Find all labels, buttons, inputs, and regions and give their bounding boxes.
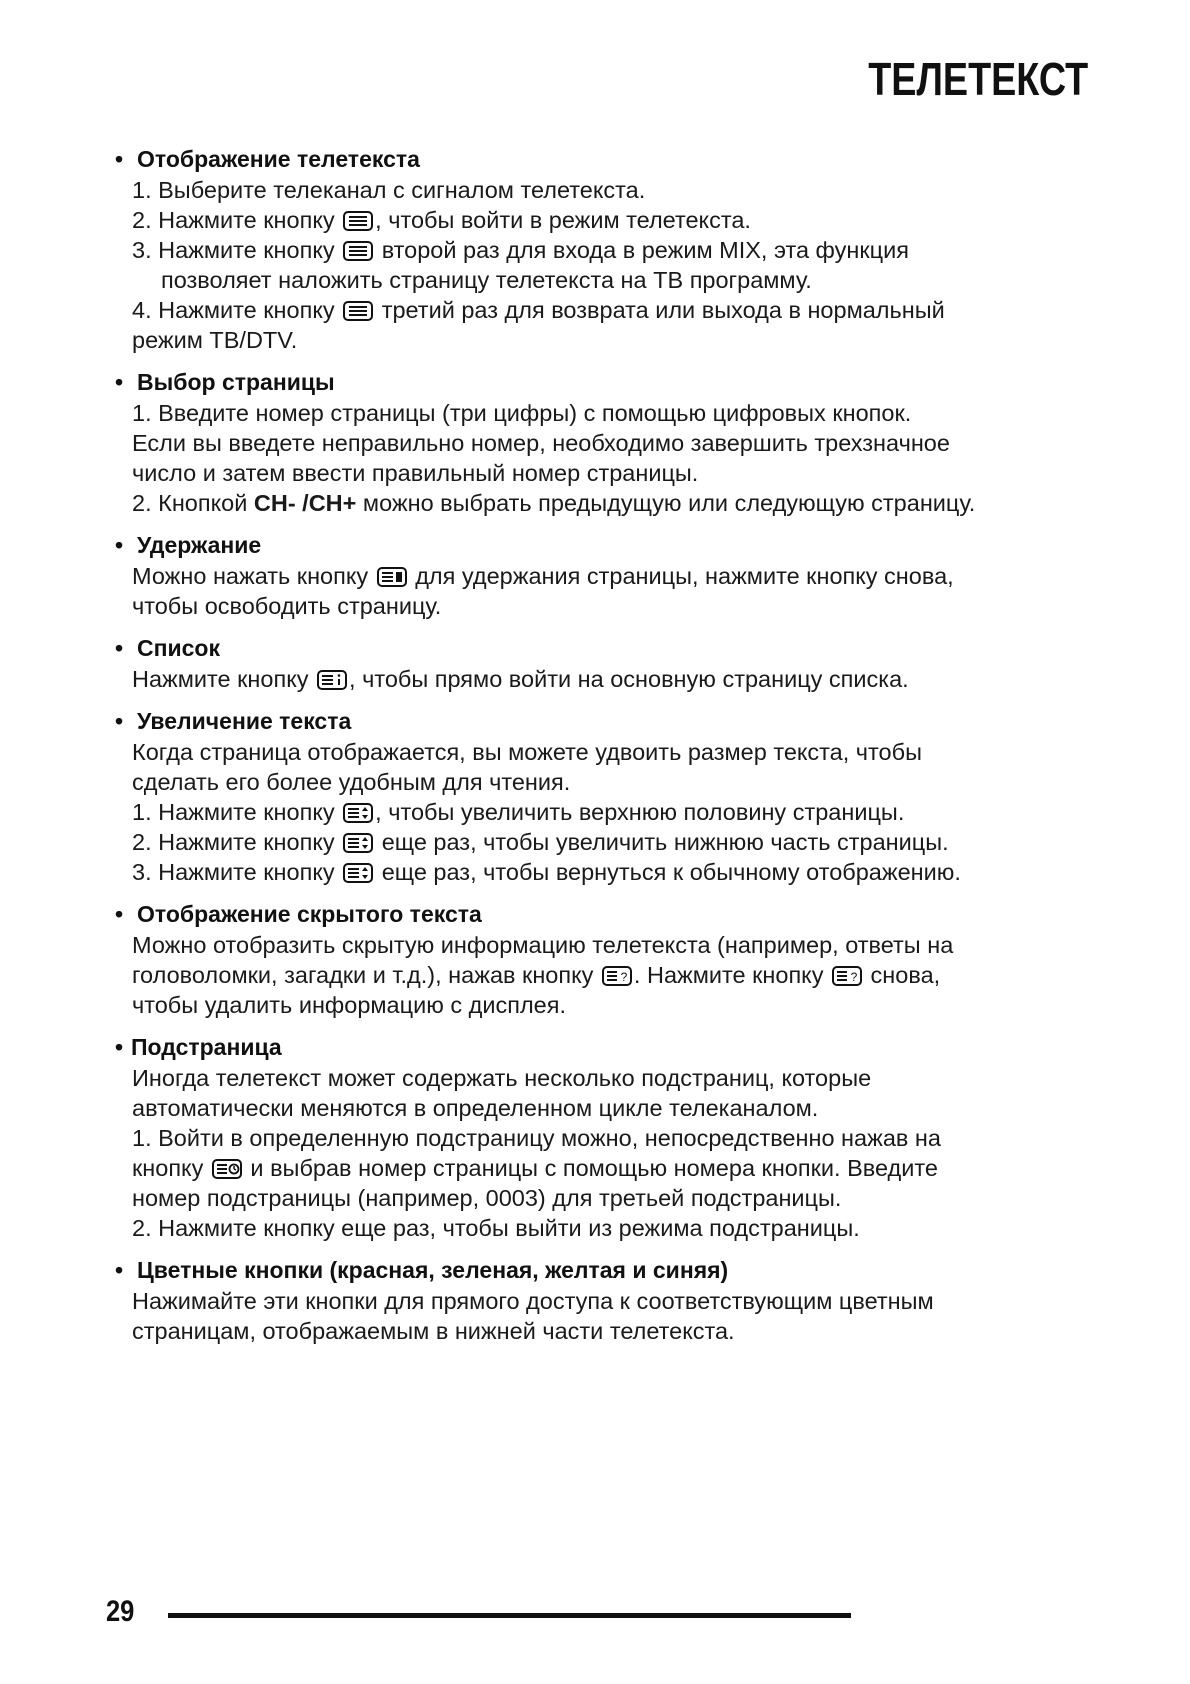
text-line: Нажмите кнопку , чтобы прямо войти на основную страницу списка.	[132, 666, 909, 692]
text-line: номер подстраницы (например, 0003) для третьей подстраницы.	[132, 1185, 842, 1211]
page-title: ТЕЛЕТЕКСТ	[868, 53, 1088, 105]
index-icon	[317, 670, 347, 690]
section-hold	[115, 530, 1095, 621]
channel-keys-label: CH- /CH+	[253, 490, 357, 516]
footer-rule	[168, 1613, 851, 1618]
text-line: 1. Выберите телеканал с сигналом телетекста.	[132, 177, 646, 203]
section-heading: • Увеличение текста	[115, 708, 352, 734]
text-line: 3. Нажмите кнопку второй раз для входа в режим MIX, эта функция	[132, 237, 909, 263]
text-line: Нажимайте эти кнопки для прямого доступа к соответствующим цветным	[132, 1288, 934, 1314]
text-line: кнопку и выбрав номер страницы с помощью номера кнопки. Введите	[132, 1155, 938, 1181]
text-line: 1. Нажмите кнопку , чтобы увеличить верхнюю половину страницы.	[132, 799, 905, 825]
text-line: чтобы освободить страницу.	[132, 593, 442, 619]
page-number: 29	[106, 1595, 135, 1628]
content	[115, 144, 1095, 1358]
section-heading: • Выбор страницы	[115, 369, 335, 395]
text-line: Когда страница отображается, вы можете удвоить размер текста, чтобы	[132, 739, 922, 765]
text-line: позволяет наложить страницу телетекста на ТВ программу.	[161, 267, 812, 293]
text-line: 3. Нажмите кнопку еще раз, чтобы вернуться к обычному отображению.	[132, 859, 961, 885]
text-line: 4. Нажмите кнопку третий раз для возврата или выхода в нормальный	[132, 297, 945, 323]
size-icon	[343, 863, 373, 883]
size-icon	[343, 803, 373, 823]
text-line: 2. Нажмите кнопку еще раз, чтобы увеличить нижнюю часть страницы.	[132, 829, 949, 855]
text-line: Иногда телетекст может содержать несколько подстраниц, которые	[132, 1065, 872, 1091]
svg-text:?: ?	[620, 970, 628, 984]
teletext-icon	[343, 211, 373, 231]
teletext-icon	[343, 241, 373, 261]
text-line: страницам, отображаемым в нижней части телетекста.	[132, 1318, 735, 1344]
text-line: 1. Введите номер страницы (три цифры) с помощью цифровых кнопок.	[132, 400, 912, 426]
section-heading: • Отображение скрытого текста	[115, 901, 482, 927]
text-line: Можно нажать кнопку для удержания страницы, нажмите кнопку снова,	[132, 563, 954, 589]
section-heading: • Отображение телетекста	[115, 144, 1095, 175]
text-line: головоломки, загадки и т.д.), нажав кнопку ? . Нажмите кнопку ? снова,	[132, 962, 941, 988]
reveal-icon	[832, 966, 862, 986]
section-zoom	[115, 706, 1095, 887]
text-line: Можно отобразить скрытую информацию телетекста (например, ответы на	[132, 932, 954, 958]
text-line: 2. Кнопкой CH- /CH+ можно выбрать предыдущую или следующую страницу.	[132, 490, 976, 516]
section-subpage	[115, 1032, 1095, 1243]
text-line: чтобы удалить информацию с дисплея.	[132, 992, 566, 1018]
section-list	[115, 633, 1095, 694]
text-line: 2. Нажмите кнопку , чтобы войти в режим телетекста.	[132, 207, 751, 233]
bullet: •	[115, 146, 124, 172]
text-line: автоматически меняются в определенном цикле телеканалом.	[132, 1095, 819, 1121]
text-line: 2. Нажмите кнопку еще раз, чтобы выйти из режима подстраницы.	[132, 1215, 860, 1241]
teletext-icon	[343, 301, 373, 321]
text-line: число и затем ввести правильный номер страницы.	[132, 460, 699, 486]
section-heading: • Цветные кнопки (красная, зеленая, желтая и синяя)	[115, 1257, 729, 1283]
text-line: 1. Войти в определенную подстраницу можно, непосредственно нажав на	[132, 1125, 941, 1151]
size-icon	[343, 833, 373, 853]
subpage-icon	[212, 1159, 242, 1179]
section-display	[115, 144, 1095, 355]
section-heading: • Подстраница	[115, 1034, 282, 1060]
text-line: сделать его более удобным для чтения.	[132, 769, 571, 795]
section-color-buttons	[115, 1255, 1095, 1346]
section-reveal	[115, 899, 1095, 1020]
reveal-icon	[602, 966, 632, 986]
svg-text:?: ?	[850, 970, 858, 984]
section-heading: • Список	[115, 635, 220, 661]
section-page-select	[115, 367, 1095, 518]
text-line: режим ТВ/DTV.	[132, 327, 298, 353]
hold-icon	[377, 567, 407, 587]
section-heading: • Удержание	[115, 532, 262, 558]
text-line: Если вы введете неправильно номер, необходимо завершить трехзначное	[132, 430, 950, 456]
